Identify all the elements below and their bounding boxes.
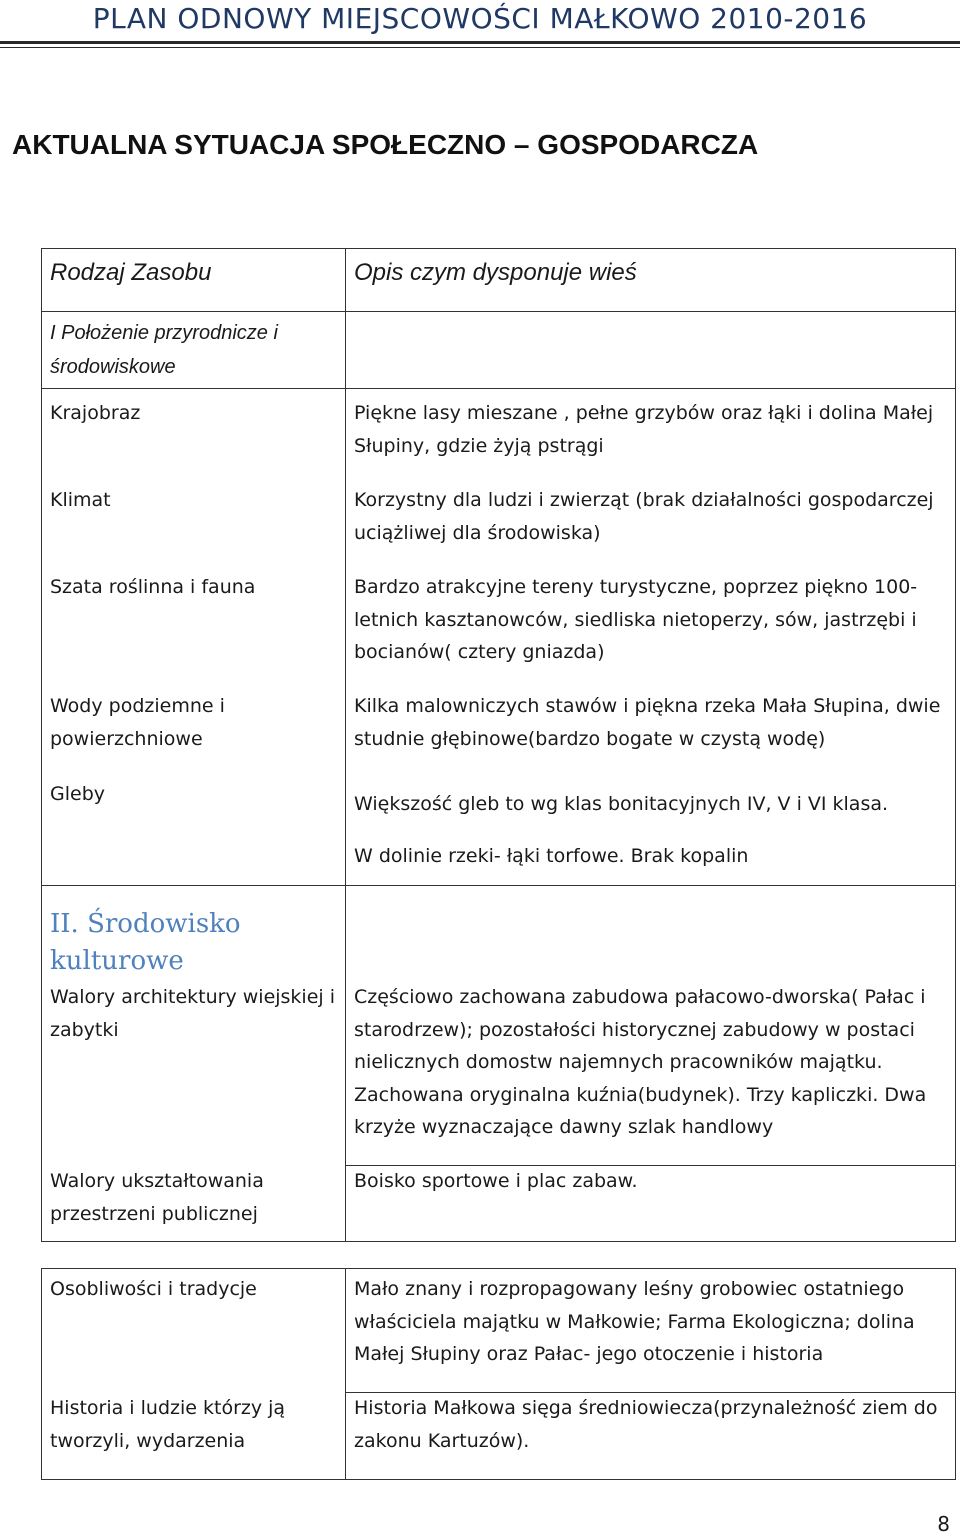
row-label-osobliwosci <box>50 1273 257 1306</box>
row-label-line: Walory ukształtowania <box>50 1170 264 1192</box>
header-description-text: Opis czym dysponuje wieś <box>354 259 637 286</box>
row-label-line: Historia i ludzie którzy ją <box>50 1397 286 1419</box>
row-desc-line: nielicznych domostw najemnych pracowników majątku. <box>354 1051 883 1073</box>
group-title-cell-1 <box>41 311 346 389</box>
row-desc-line: Piękne lasy mieszane , pełne grzybów oraz łąki i dolina Małej <box>354 402 934 424</box>
row-desc-line: zakonu Kartuzów). <box>354 1429 530 1452</box>
row-label-wody <box>50 690 225 755</box>
row-desc-wody <box>354 690 940 755</box>
row-desc-szata <box>354 571 917 669</box>
row-desc-line: Mało znany i rozpropagowany leśny grobowiec ostatniego <box>354 1278 905 1300</box>
row-label-line: tworzyli, wydarzenia <box>50 1429 246 1452</box>
header-resource-text: Rodzaj Zasobu <box>50 259 212 286</box>
group-title-line: środowiskowe <box>50 356 176 378</box>
row-desc-line: starodrzew); pozostałości historycznej zabudowy w postaci <box>354 1018 915 1041</box>
row-desc-line: właściciela majątku w Małkowie; Farma Ekologiczna; dolina <box>354 1310 915 1333</box>
row-desc-line: W dolinie rzeki- łąki torfowe. Brak kopalin <box>354 845 749 867</box>
row-label-historia <box>50 1392 285 1457</box>
row-label-szata <box>50 571 255 604</box>
row-desc-line: Słupiny, gdzie żyją pstrągi <box>354 434 604 457</box>
row-label-line: Gleby <box>50 783 105 805</box>
row-desc-historia <box>354 1392 937 1457</box>
row-label-line: Osobliwości i tradycje <box>50 1278 257 1300</box>
header-rule-thick <box>0 41 960 44</box>
row-desc-line: letnich kasztanowców, siedliska nietoperzy, sów, jastrzębi i <box>354 608 917 631</box>
row-desc-line: studnie głębinowe(bardzo bogate w czystą wodę) <box>354 727 826 750</box>
row-desc-line: Częściowo zachowana zabudowa pałacowo-dworska( Pałac i <box>354 986 926 1008</box>
row-label-line: Szata roślinna i fauna <box>50 576 256 598</box>
row-desc-line: Zachowana oryginalna kuźnia(budynek). Trzy kapliczki. Dwa <box>354 1083 927 1106</box>
row-desc-line: Kilka malowniczych stawów i piękna rzeka Mała Słupina, dwie <box>354 695 941 717</box>
row-label-line: powierzchniowe <box>50 727 203 750</box>
row-desc-klimat <box>354 484 934 549</box>
row-label-line: Walory architektury wiejskiej i <box>50 986 335 1008</box>
group2-desc-cell-osobliwosci <box>345 1268 956 1393</box>
row-label-line: Klimat <box>50 489 111 511</box>
row-label-walory-architektury <box>50 981 335 1046</box>
row-desc-line: Historia Małkowa sięga średniowiecza(przynależność ziem do <box>354 1397 938 1419</box>
group1-label-column <box>41 388 346 886</box>
row-desc-line: Boisko sportowe i plac zabaw. <box>354 1170 638 1192</box>
row-desc-line: bocianów( cztery gniazda) <box>354 641 605 663</box>
group2-label-column-b <box>41 1268 346 1480</box>
row-label-line: Krajobraz <box>50 402 141 424</box>
header-rule-thin <box>0 47 960 48</box>
header-cell-resource <box>41 248 346 312</box>
group-title-line: kulturowe <box>50 946 184 976</box>
row-desc-line: Bardzo atrakcyjne tereny turystyczne, poprzez piękno 100- <box>354 576 918 598</box>
row-label-klimat <box>50 484 111 517</box>
row-label-line: przestrzeni publicznej <box>50 1202 258 1225</box>
row-label-line: zabytki <box>50 1018 119 1041</box>
group2-desc-cell-przestrzeni <box>345 1165 956 1242</box>
row-desc-line: uciążliwej dla środowiska) <box>354 521 601 544</box>
group-title-empty-cell-1 <box>345 311 956 389</box>
row-label-line: Wody podziemne i <box>50 695 225 717</box>
document-header: PLAN ODNOWY MIEJSCOWOŚCI MAŁKOWO 2010-2016 <box>92 2 868 35</box>
group1-description-column <box>345 388 956 886</box>
group2-label-column-a <box>41 885 346 1242</box>
row-desc-walory-przestrzeni <box>354 1165 638 1198</box>
section-title: AKTUALNA SYTUACJA SPOŁECZNO – GOSPODARCZA <box>12 129 759 160</box>
row-desc-walory-architektury <box>354 981 926 1144</box>
row-desc-krajobraz <box>354 397 933 462</box>
row-desc-line: Korzystny dla ludzi i zwierząt (brak działalności gospodarczej <box>354 489 934 511</box>
row-desc-line: Większość gleb to wg klas bonitacyjnych IV, V i VI klasa. <box>354 793 889 815</box>
group-title-cell-2 <box>50 906 241 980</box>
row-desc-gleby <box>354 778 888 882</box>
group-title-line: I Położenie przyrodnicze i <box>50 322 278 344</box>
header-cell-description <box>345 248 956 312</box>
group-title-line: II. Środowisko <box>50 909 241 939</box>
row-desc-line: Małej Słupiny oraz Pałac- jego otoczenie i historia <box>354 1343 824 1365</box>
group2-desc-cell-historia <box>345 1392 956 1480</box>
row-desc-osobliwosci <box>354 1273 915 1371</box>
row-label-krajobraz <box>50 397 140 430</box>
group2-desc-cell-architektury <box>345 885 956 1166</box>
row-label-gleby <box>50 778 105 811</box>
row-label-walory-przestrzeni <box>50 1165 264 1230</box>
page-number: 8 <box>937 1512 950 1536</box>
row-desc-line: krzyże wyznaczające dawny szlak handlowy <box>354 1116 774 1138</box>
